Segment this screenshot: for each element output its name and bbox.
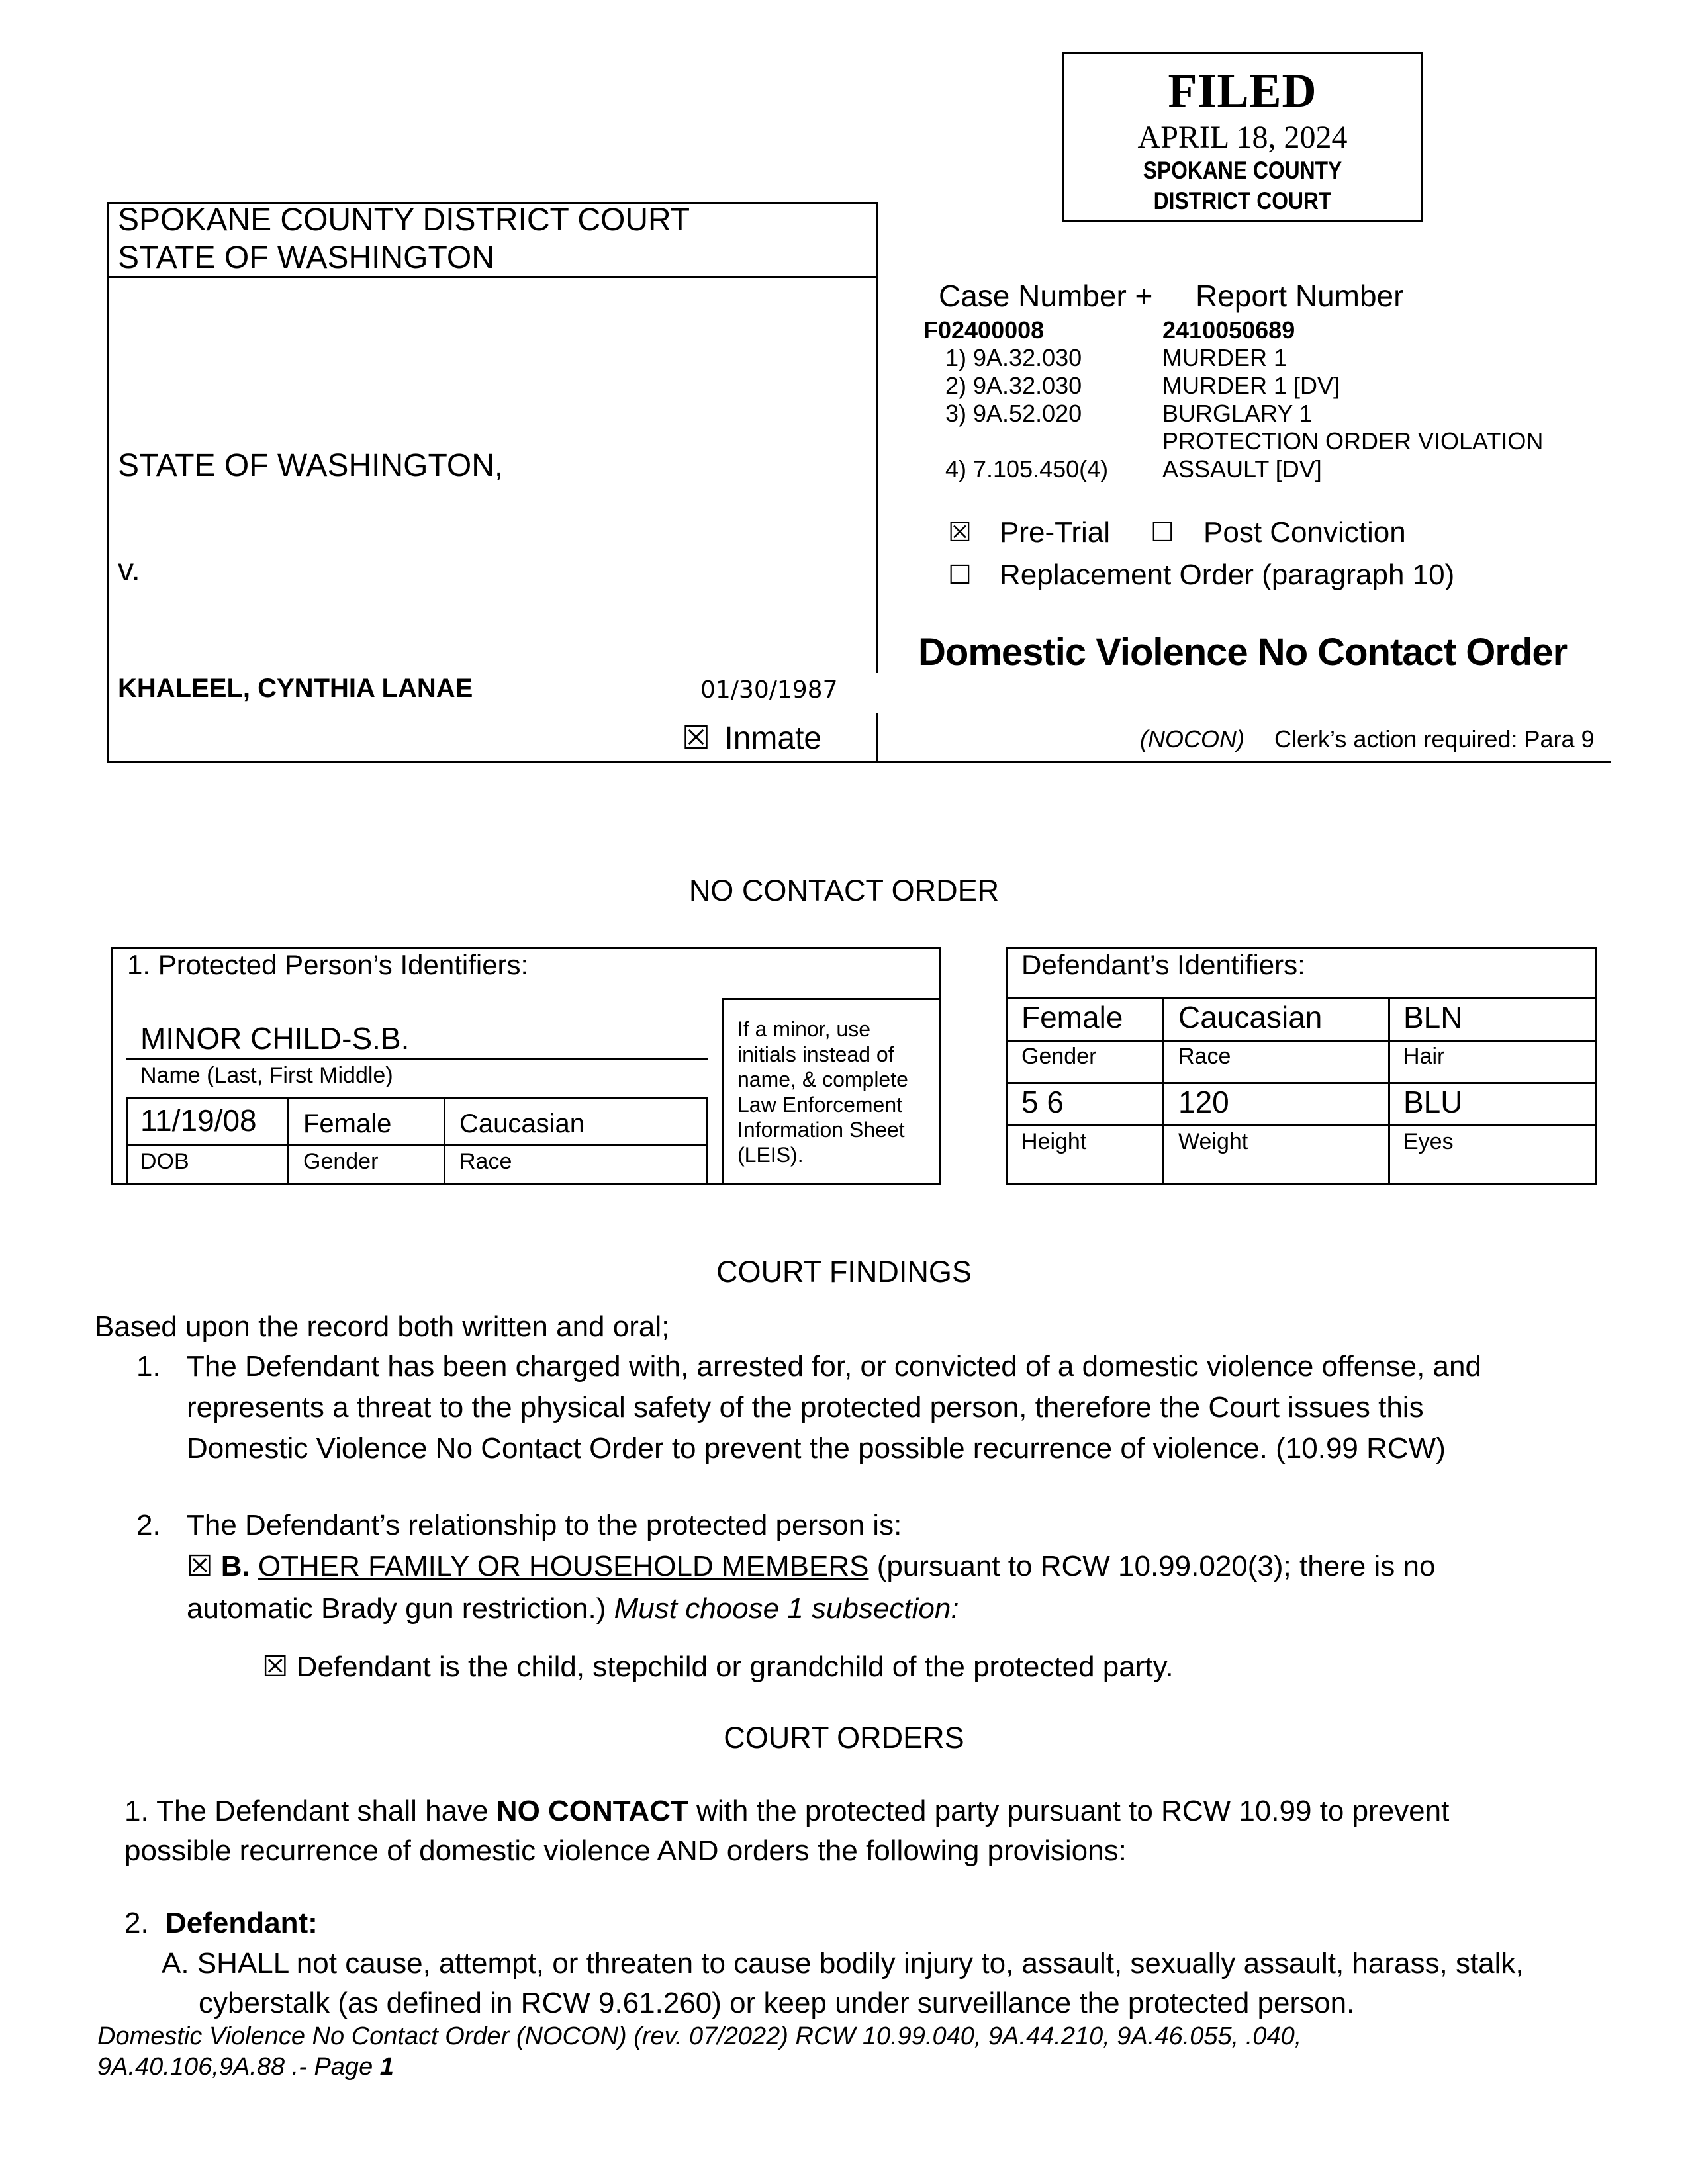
table-col-divider	[444, 1097, 445, 1185]
filed-county: SPOKANE COUNTY	[1143, 157, 1342, 184]
order-1-line1: 1. The Defendant shall have NO CONTACT with the protected party pursuant to RCW 10.99 to prevent	[124, 1795, 1450, 1827]
case-number: F02400008	[923, 316, 1045, 343]
charge-description: PROTECTION ORDER VIOLATION	[1162, 428, 1544, 455]
nocon-code: (NOCON)	[1140, 725, 1244, 752]
protected-gender: Female	[303, 1109, 392, 1138]
caption-rule-right	[876, 761, 1611, 763]
table-row-divider	[1006, 1040, 1597, 1042]
defendant-height: 5 6	[1021, 1085, 1064, 1119]
court-state: STATE OF WASHINGTON	[118, 240, 494, 275]
versus-label: v.	[118, 553, 140, 588]
charge-description: MURDER 1 [DV]	[1162, 372, 1340, 399]
no-contact-emphasis: NO CONTACT	[496, 1795, 688, 1827]
table-col-divider	[1388, 997, 1390, 1185]
relationship-option-b[interactable]	[187, 1546, 1435, 1587]
inmate-checkbox[interactable]: ☒	[682, 721, 711, 756]
replacement-order-label: Replacement Order (paragraph 10)	[1000, 559, 1455, 591]
order-1-line2: possible recurrence of domestic violence AND orders the following provisions:	[124, 1835, 1127, 1867]
name-underline	[126, 1058, 708, 1060]
filed-stamp	[1062, 52, 1423, 222]
caption-divider-lower	[876, 713, 878, 763]
relationship-b-checkbox[interactable]: ☒	[187, 1550, 213, 1582]
report-number-header: Report Number	[1196, 279, 1404, 313]
filed-court: DISTRICT COURT	[1153, 187, 1332, 214]
filed-title: FILED	[1168, 64, 1317, 117]
post-conviction-label: Post Conviction	[1203, 516, 1406, 549]
order-2a-line2: cyberstalk (as defined in RCW 9.61.260) or keep under surveillance the protected person.	[199, 1987, 1355, 2019]
report-number: 2410050689	[1162, 316, 1295, 343]
pre-trial-checkbox[interactable]: ☒	[948, 518, 972, 547]
subsection-checkbox[interactable]: ☒	[262, 1651, 289, 1683]
case-number-header: Case Number +	[939, 279, 1153, 313]
finding-2-number: 2.	[136, 1509, 161, 1541]
minor-note: If a minor, use initials instead of name, & complete Law Enforcement Information Sheet (LEIS).	[737, 1017, 908, 1167]
defendant-dob: 01/30/1987	[700, 676, 838, 704]
table-row-divider	[1006, 1124, 1597, 1126]
plaintiff-name: STATE OF WASHINGTON,	[118, 448, 504, 483]
charge-description: MURDER 1	[1162, 344, 1288, 371]
finding-1-text: The Defendant has been charged with, arrested for, or convicted of a domestic violence offense, and represents a threat to the physical safety of the protected person, therefore the Court issues this Domestic Violence No Contact Order to prevent the possible recurrence of violence. (10.99 RCW)	[187, 1350, 1481, 1465]
protected-dob: 11/19/08	[140, 1103, 257, 1138]
defendant-hair: BLN	[1403, 1000, 1463, 1034]
charge-statute: 3) 9A.52.020	[945, 400, 1082, 427]
defendant-eyes: BLU	[1403, 1085, 1463, 1119]
height-label: Height	[1021, 1129, 1087, 1154]
gender-label: Gender	[1021, 1044, 1097, 1069]
section-title: NO CONTACT ORDER	[688, 874, 1000, 907]
clerk-action: Clerk’s action required: Para 9	[1274, 725, 1595, 752]
relationship-b-letter: B.	[220, 1550, 250, 1582]
page-number: 1	[379, 2053, 394, 2081]
protected-race: Caucasian	[459, 1109, 585, 1138]
table-col-divider	[1162, 997, 1164, 1185]
post-conviction-checkbox[interactable]: ☐	[1150, 518, 1174, 547]
charge-statute: 1) 9A.32.030	[945, 344, 1082, 371]
order-2a-line1: A. SHALL not cause, attempt, or threaten to cause bodily injury to, assault, sexually assault, harass, stalk,	[162, 1947, 1524, 1979]
charge-description: ASSAULT [DV]	[1162, 455, 1322, 482]
caption-divider	[876, 202, 878, 673]
eyes-label: Eyes	[1403, 1129, 1454, 1154]
findings-heading: COURT FINDINGS	[716, 1255, 972, 1289]
replacement-order-checkbox[interactable]: ☐	[948, 561, 972, 590]
protected-person-heading: 1. Protected Person’s Identifiers:	[127, 949, 529, 980]
orders-heading: COURT ORDERS	[724, 1721, 964, 1754]
footer-line1: Domestic Violence No Contact Order (NOCON) (rev. 07/2022) RCW 10.99.040, 9A.44.210, 9A.46.055, .040,	[97, 2023, 1302, 2050]
inmate-label: Inmate	[724, 721, 822, 756]
relationship-b-label: OTHER FAMILY OR HOUSEHOLD MEMBERS	[258, 1550, 869, 1582]
table-row-divider	[1006, 1082, 1597, 1084]
subsection-option[interactable]	[262, 1647, 1174, 1688]
inmate-option[interactable]	[682, 719, 821, 756]
table-row-divider	[126, 1144, 708, 1146]
order-2-label: Defendant:	[165, 1907, 318, 1939]
order-2-number: 2.	[124, 1907, 149, 1939]
findings-intro: Based upon the record both written and oral;	[95, 1310, 670, 1343]
charge-statute: 4) 7.105.450(4)	[945, 455, 1109, 482]
must-choose-note: Must choose 1 subsection:	[614, 1592, 959, 1625]
protected-name: MINOR CHILD-S.B.	[140, 1021, 410, 1056]
race-label: Race	[1178, 1044, 1231, 1069]
filed-date: APRIL 18, 2024	[1137, 120, 1348, 155]
defendant-gender: Female	[1021, 1000, 1123, 1034]
finding-1-number: 1.	[136, 1350, 161, 1383]
order-title: Domestic Violence No Contact Order	[918, 631, 1568, 674]
subsection-text: Defendant is the child, stepchild or grandchild of the protected party.	[296, 1651, 1174, 1683]
finding-2-text: The Defendant’s relationship to the protected person is:	[187, 1509, 902, 1541]
court-name: SPOKANE COUNTY DISTRICT COURT	[118, 203, 690, 238]
relationship-b-rest: (pursuant to RCW 10.99.020(3); there is no	[876, 1550, 1436, 1582]
charge-statute: 2) 9A.32.030	[945, 372, 1082, 399]
charge-description: BURGLARY 1	[1162, 400, 1313, 427]
race-label: Race	[459, 1149, 512, 1174]
table-col-divider	[287, 1097, 289, 1185]
footer-line2: 9A.40.106,9A.88 .- Page 1	[97, 2053, 394, 2081]
hair-label: Hair	[1403, 1044, 1445, 1069]
dob-label: DOB	[140, 1149, 189, 1174]
defendant-weight: 120	[1178, 1085, 1229, 1119]
gender-label: Gender	[303, 1149, 379, 1174]
defendant-identifiers-heading: Defendant’s Identifiers:	[1021, 949, 1305, 980]
defendant-race: Caucasian	[1178, 1000, 1323, 1034]
relationship-b-line2: automatic Brady gun restriction.) Must choose 1 subsection:	[187, 1592, 959, 1625]
defendant-name: KHALEEL, CYNTHIA LANAE	[118, 674, 473, 703]
name-label: Name (Last, First Middle)	[140, 1063, 393, 1088]
pre-trial-label: Pre-Trial	[1000, 516, 1111, 549]
weight-label: Weight	[1178, 1129, 1248, 1154]
